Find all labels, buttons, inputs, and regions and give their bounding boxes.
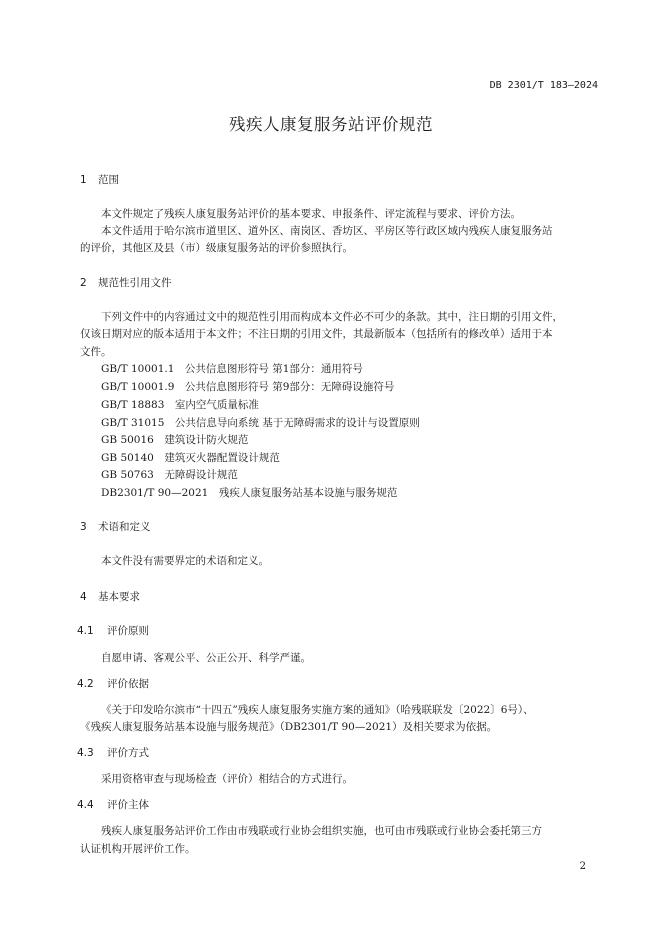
reference-item: GB/T 10001.9 公共信息图形符号 第9部分：无障碍设施符号 (101, 381, 395, 393)
section-2-intro-1: 下列文件中的内容通过文中的规范性引用而构成本文件必不可少的条款。其中，注日期的引用文件， (101, 311, 563, 323)
section-4-4-heading: 4.4 评价主体 (77, 799, 149, 811)
document-number: DB 2301/T 183—2024 (489, 80, 598, 91)
section-4-4-line-1: 残疾人康复服务站评价工作由市残联或行业协会组织实施，也可由市残联或行业协会委托第三方 (101, 825, 542, 837)
reference-item: GB 50763 无障碍设计规范 (101, 469, 238, 481)
reference-item: GB 50016 建筑设计防火规范 (101, 434, 249, 446)
section-4-1-text: 自愿申请、客观公平、公正公开、科学严谨。 (101, 652, 311, 664)
reference-item: GB/T 31015 公共信息导向系统 基于无障碍需求的设计与设置原则 (101, 417, 420, 429)
section-4-1-heading: 4.1 评价原则 (77, 625, 149, 637)
section-4-heading: 4 基本要求 (80, 591, 140, 603)
section-2-intro-3: 文件。 (80, 346, 112, 358)
section-1-heading: 1 范围 (80, 174, 119, 186)
reference-item: GB 50140 建筑灭火器配置设计规范 (101, 452, 280, 464)
section-4-2-line-2: 《残疾人康复服务站基本设施与服务规范》（DB2301/T 90—2021）及相关要求为依据。 (80, 721, 498, 733)
section-3-heading: 3 术语和定义 (80, 521, 151, 533)
section-4-2-heading: 4.2 评价依据 (77, 678, 149, 690)
page-title: 残疾人康复服务站评价规范 (229, 115, 433, 134)
reference-item: DB2301/T 90—2021 残疾人康复服务站基本设施与服务规范 (101, 487, 398, 499)
reference-item: GB/T 18883 室内空气质量标准 (101, 399, 259, 411)
section-3-para: 本文件没有需要界定的术语和定义。 (101, 555, 269, 567)
section-4-3-text: 采用资格审查与现场检查（评价）相结合的方式进行。 (101, 773, 353, 785)
reference-item: GB/T 10001.1 公共信息图形符号 第1部分：通用符号 (101, 363, 363, 375)
section-4-2-line-1: 《关于印发哈尔滨市“十四五”残疾人康复服务实施方案的通知》（哈残联联发〔2022〕6号）、 (101, 704, 534, 716)
section-4-3-heading: 4.3 评价方式 (77, 747, 149, 759)
section-1-para-2-cont: 的评价，其他区及县（市）级康复服务站的评价参照执行。 (80, 242, 353, 254)
section-2-intro-2: 仅该日期对应的版本适用于本文件；不注日期的引用文件，其最新版本（包括所有的修改单）适用于本 (80, 328, 553, 340)
section-1-para-2: 本文件适用于哈尔滨市道里区、道外区、南岗区、香坊区、平房区等行政区域内残疾人康复服务站 (101, 225, 553, 237)
section-4-4-line-2: 认证机构开展评价工作。 (80, 843, 196, 855)
section-2-heading: 2 规范性引用文件 (80, 277, 172, 289)
page-number: 2 (579, 861, 586, 872)
section-1-para-1: 本文件规定了残疾人康复服务站评价的基本要求、申报条件、评定流程与要求、评价方法。 (101, 208, 521, 220)
